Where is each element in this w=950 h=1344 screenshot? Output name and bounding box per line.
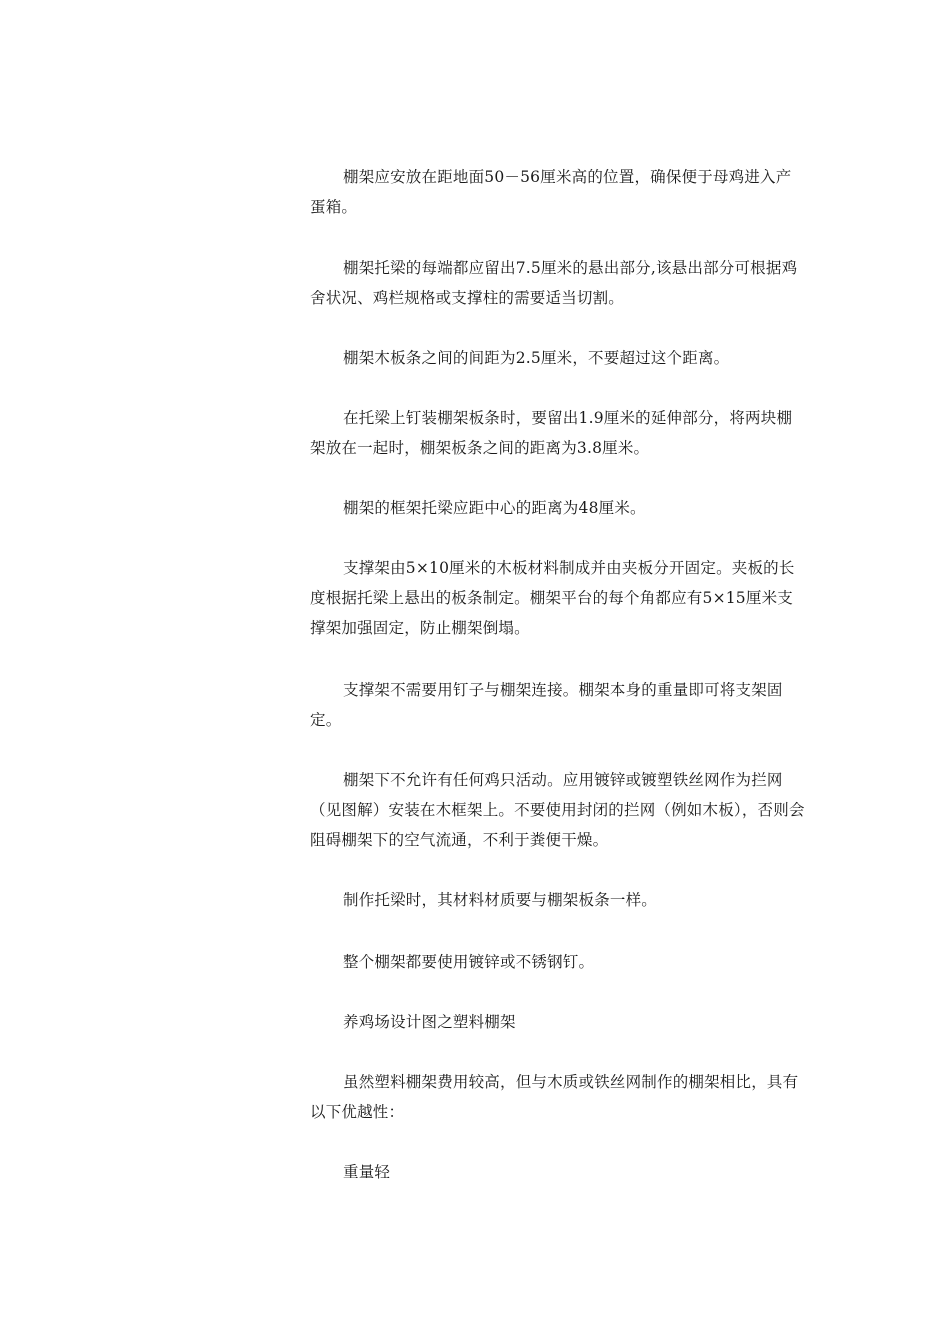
paragraph-slat-extension: 在托梁上钉装棚架板条时，要留出1.9厘米的延伸部分，将两块棚架放在一起时，棚架板条之间的距离为3.8厘米。 [310,409,793,457]
paragraph-nails: 整个棚架都要使用镀锌或不锈钢钉。 [343,953,595,971]
paragraph-no-nails: 支撑架不需要用钉子与棚架连接。棚架本身的重量即可将支架固定。 [310,681,783,729]
section-heading-plastic-perch: 养鸡场设计图之塑料棚架 [343,1013,516,1031]
paragraph-joist-distance: 棚架的框架托梁应距中心的距离为48厘米。 [343,499,646,517]
paragraph-slat-spacing: 棚架木板条之间的间距为2.5厘米，不要超过这个距离。 [343,349,730,367]
list-item-light-weight: 重量轻 [343,1163,391,1181]
paragraph-support-frame: 支撑架由5×10厘米的木板材料制成并由夹板分开固定。夹板的长度根据托梁上悬出的板条制定。棚架平台的每个角都应有5×15厘米支撑架加强固定，防止棚架倒塌。 [310,559,795,637]
paragraph-perch-height: 棚架应安放在距地面50－56厘米高的位置，确保便于母鸡进入产蛋箱。 [310,168,792,216]
paragraph-plastic-advantages: 虽然塑料棚架费用较高，但与木质或铁丝网制作的棚架相比，具有以下优越性： [310,1073,799,1121]
paragraph-joist-material: 制作托梁时，其材料材质要与棚架板条一样。 [343,891,658,909]
paragraph-joist-overhang: 棚架托梁的每端都应留出7.5厘米的悬出部分,该悬出部分可根据鸡舍状况、鸡栏规格或支撑柱的需要适当切割。 [310,259,798,307]
paragraph-netting: 棚架下不允许有任何鸡只活动。应用镀锌或镀塑铁丝网作为拦网（见图解）安装在木框架上。不要使用封闭的拦网（例如木板），否则会阻碍棚架下的空气流通，不利于粪便干燥。 [310,771,805,849]
